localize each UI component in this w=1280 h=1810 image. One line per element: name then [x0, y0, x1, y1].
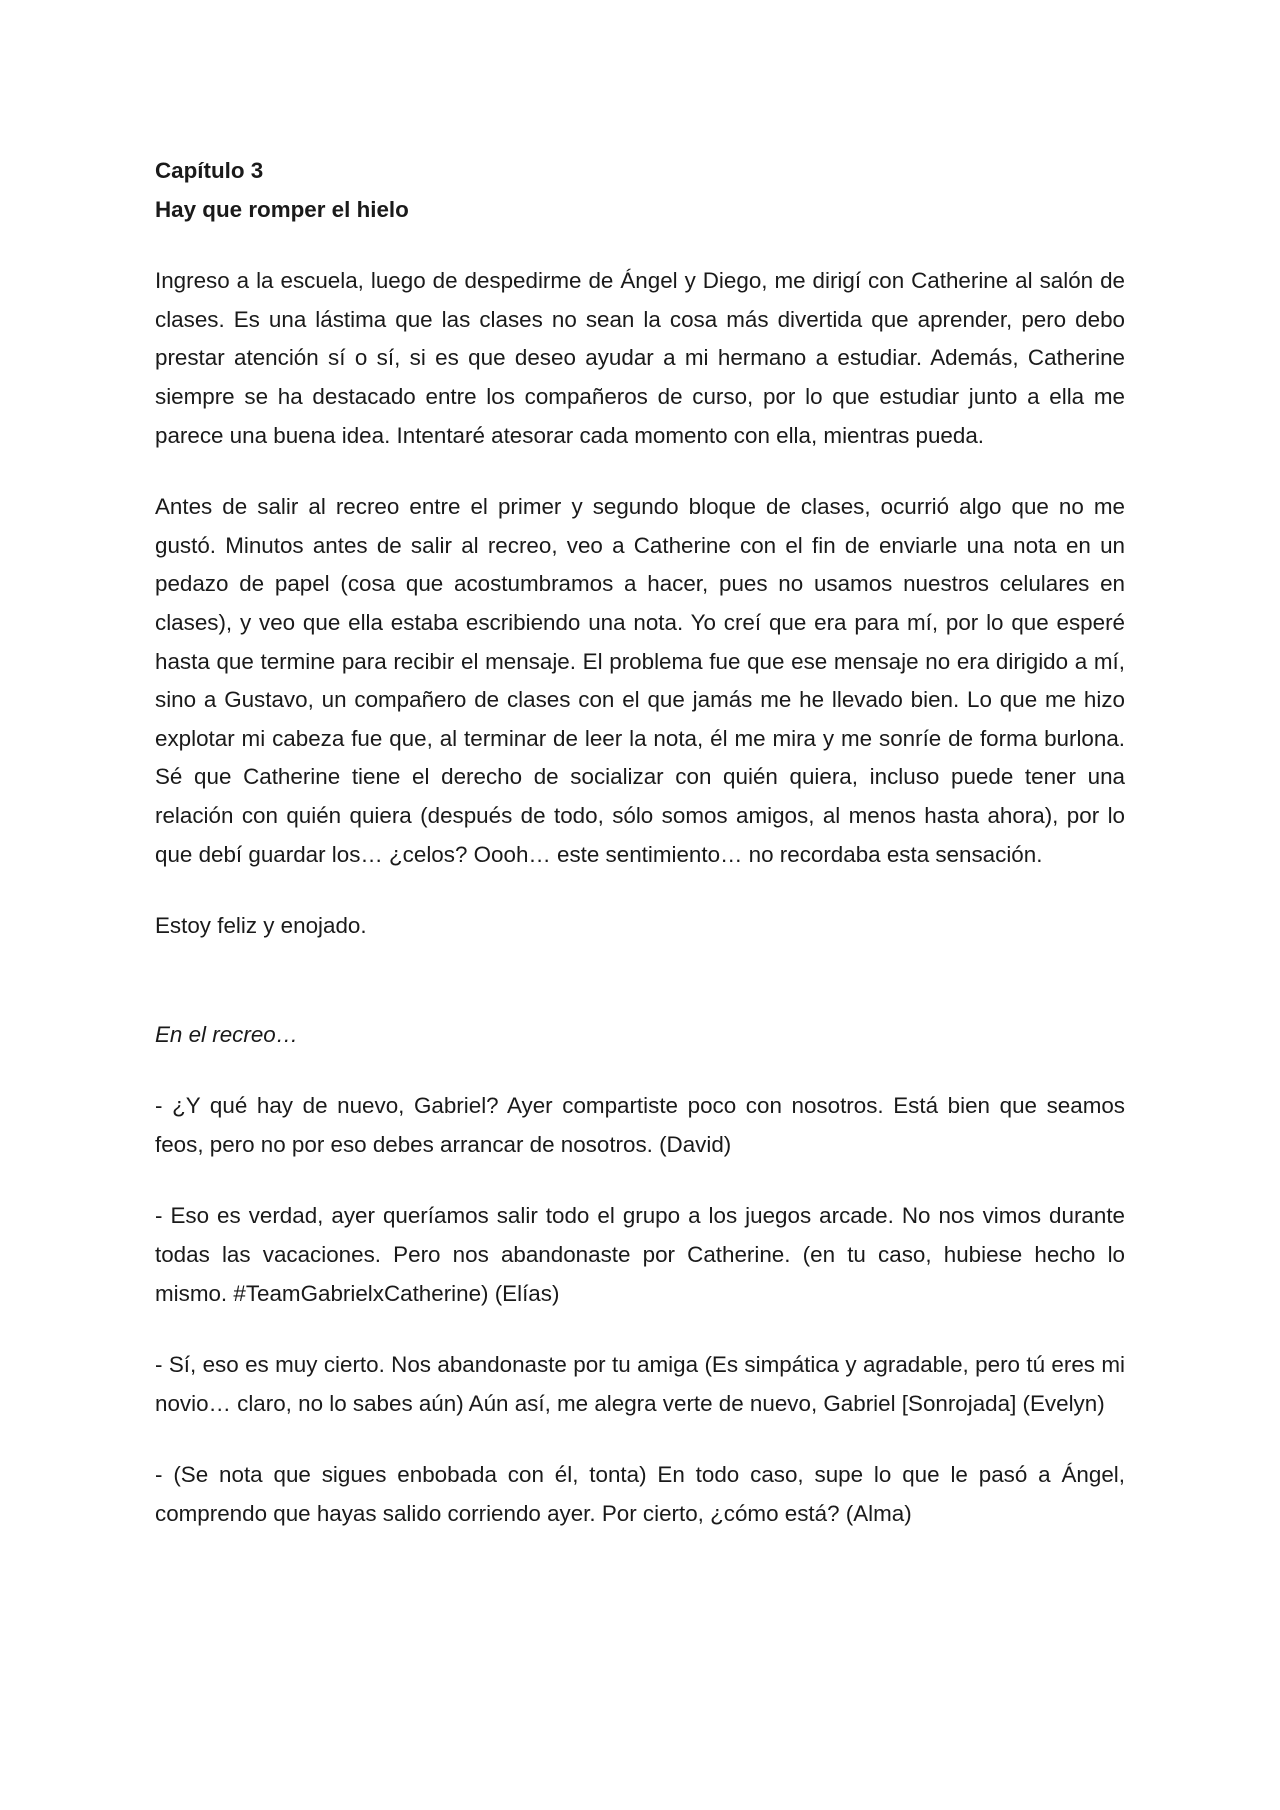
dialogue-line: - ¿Y qué hay de nuevo, Gabriel? Ayer compartiste poco con nosotros. Está bien que seamos feos, pero no por eso debes arrancar de nosotros. (David) — [155, 1093, 1125, 1157]
narrative-paragraph: Estoy feliz y enojado. — [155, 913, 367, 939]
scene-break: En el recreo… — [155, 1021, 299, 1047]
narrative-paragraph: Ingreso a la escuela, luego de despedirme de Ángel y Diego, me dirigí con Catherine al salón de clases. Es una lástima que las clases no sean la cosa más divertida que aprender, pero debo prestar atención sí o sí, si es que deseo ayudar a mi hermano a estudiar. Además, Catherine siempre se ha destacado entre los compañeros de curso, por lo que estudiar junto a ella me parece una buena idea. Intentaré atesorar cada momento con ella, mientras pueda. — [155, 268, 1125, 448]
dialogue-line: - (Se nota que sigues enbobada con él, tonta) En todo caso, supe lo que le pasó a Ángel, comprendo que hayas salido corriendo ayer. Por cierto, ¿cómo está? (Alma) — [155, 1462, 1125, 1527]
chapter-number: Capítulo 3 — [155, 158, 264, 183]
narrative-paragraph: Antes de salir al recreo entre el primer y segundo bloque de clases, ocurrió algo que no me gustó. Minutos antes de salir al recreo, veo a Catherine con el fin de enviarle una nota en un pedazo de papel (cosa que acostumbramos a hacer, pues no usamos nuestros celulares en clases), y veo que ella estaba escribiendo una nota. Yo creí que era para mí, por lo que esperé hasta que termine para recibir el mensaje. El problema fue que ese mensaje no era dirigido a mí, sino a Gustavo, un compañero de clases con el que jamás me he llevado bien. Lo que me hizo explotar mi cabeza fue que, al terminar de leer la nota, él me mira y me sonríe de forma burlona. Sé que Catherine tiene el derecho de socializar con quién quiera, incluso puede tener una relación con quién quiera (después de todo, sólo somos amigos, al menos hasta ahora), por lo que debí guardar los… ¿celos? Oooh… este sentimiento… no recordaba esta sensación. — [155, 494, 1125, 867]
dialogue-line: - Sí, eso es muy cierto. Nos abandonaste por tu amiga (Es simpática y agradable, pero tú eres mi novio… claro, no lo sabes aún) Aún así, me alegra verte de nuevo, Gabriel [Sonrojada] (Evelyn) — [155, 1352, 1125, 1416]
document-page — [155, 152, 1125, 1567]
chapter-title: Hay que romper el hielo — [155, 196, 409, 222]
dialogue-line: - Eso es verdad, ayer queríamos salir todo el grupo a los juegos arcade. No nos vimos durante todas las vacaciones. Pero nos abandonaste por Catherine. (en tu caso, hubiese hecho lo mismo. #TeamGabrielxCatherine) (Elías) — [155, 1203, 1125, 1306]
